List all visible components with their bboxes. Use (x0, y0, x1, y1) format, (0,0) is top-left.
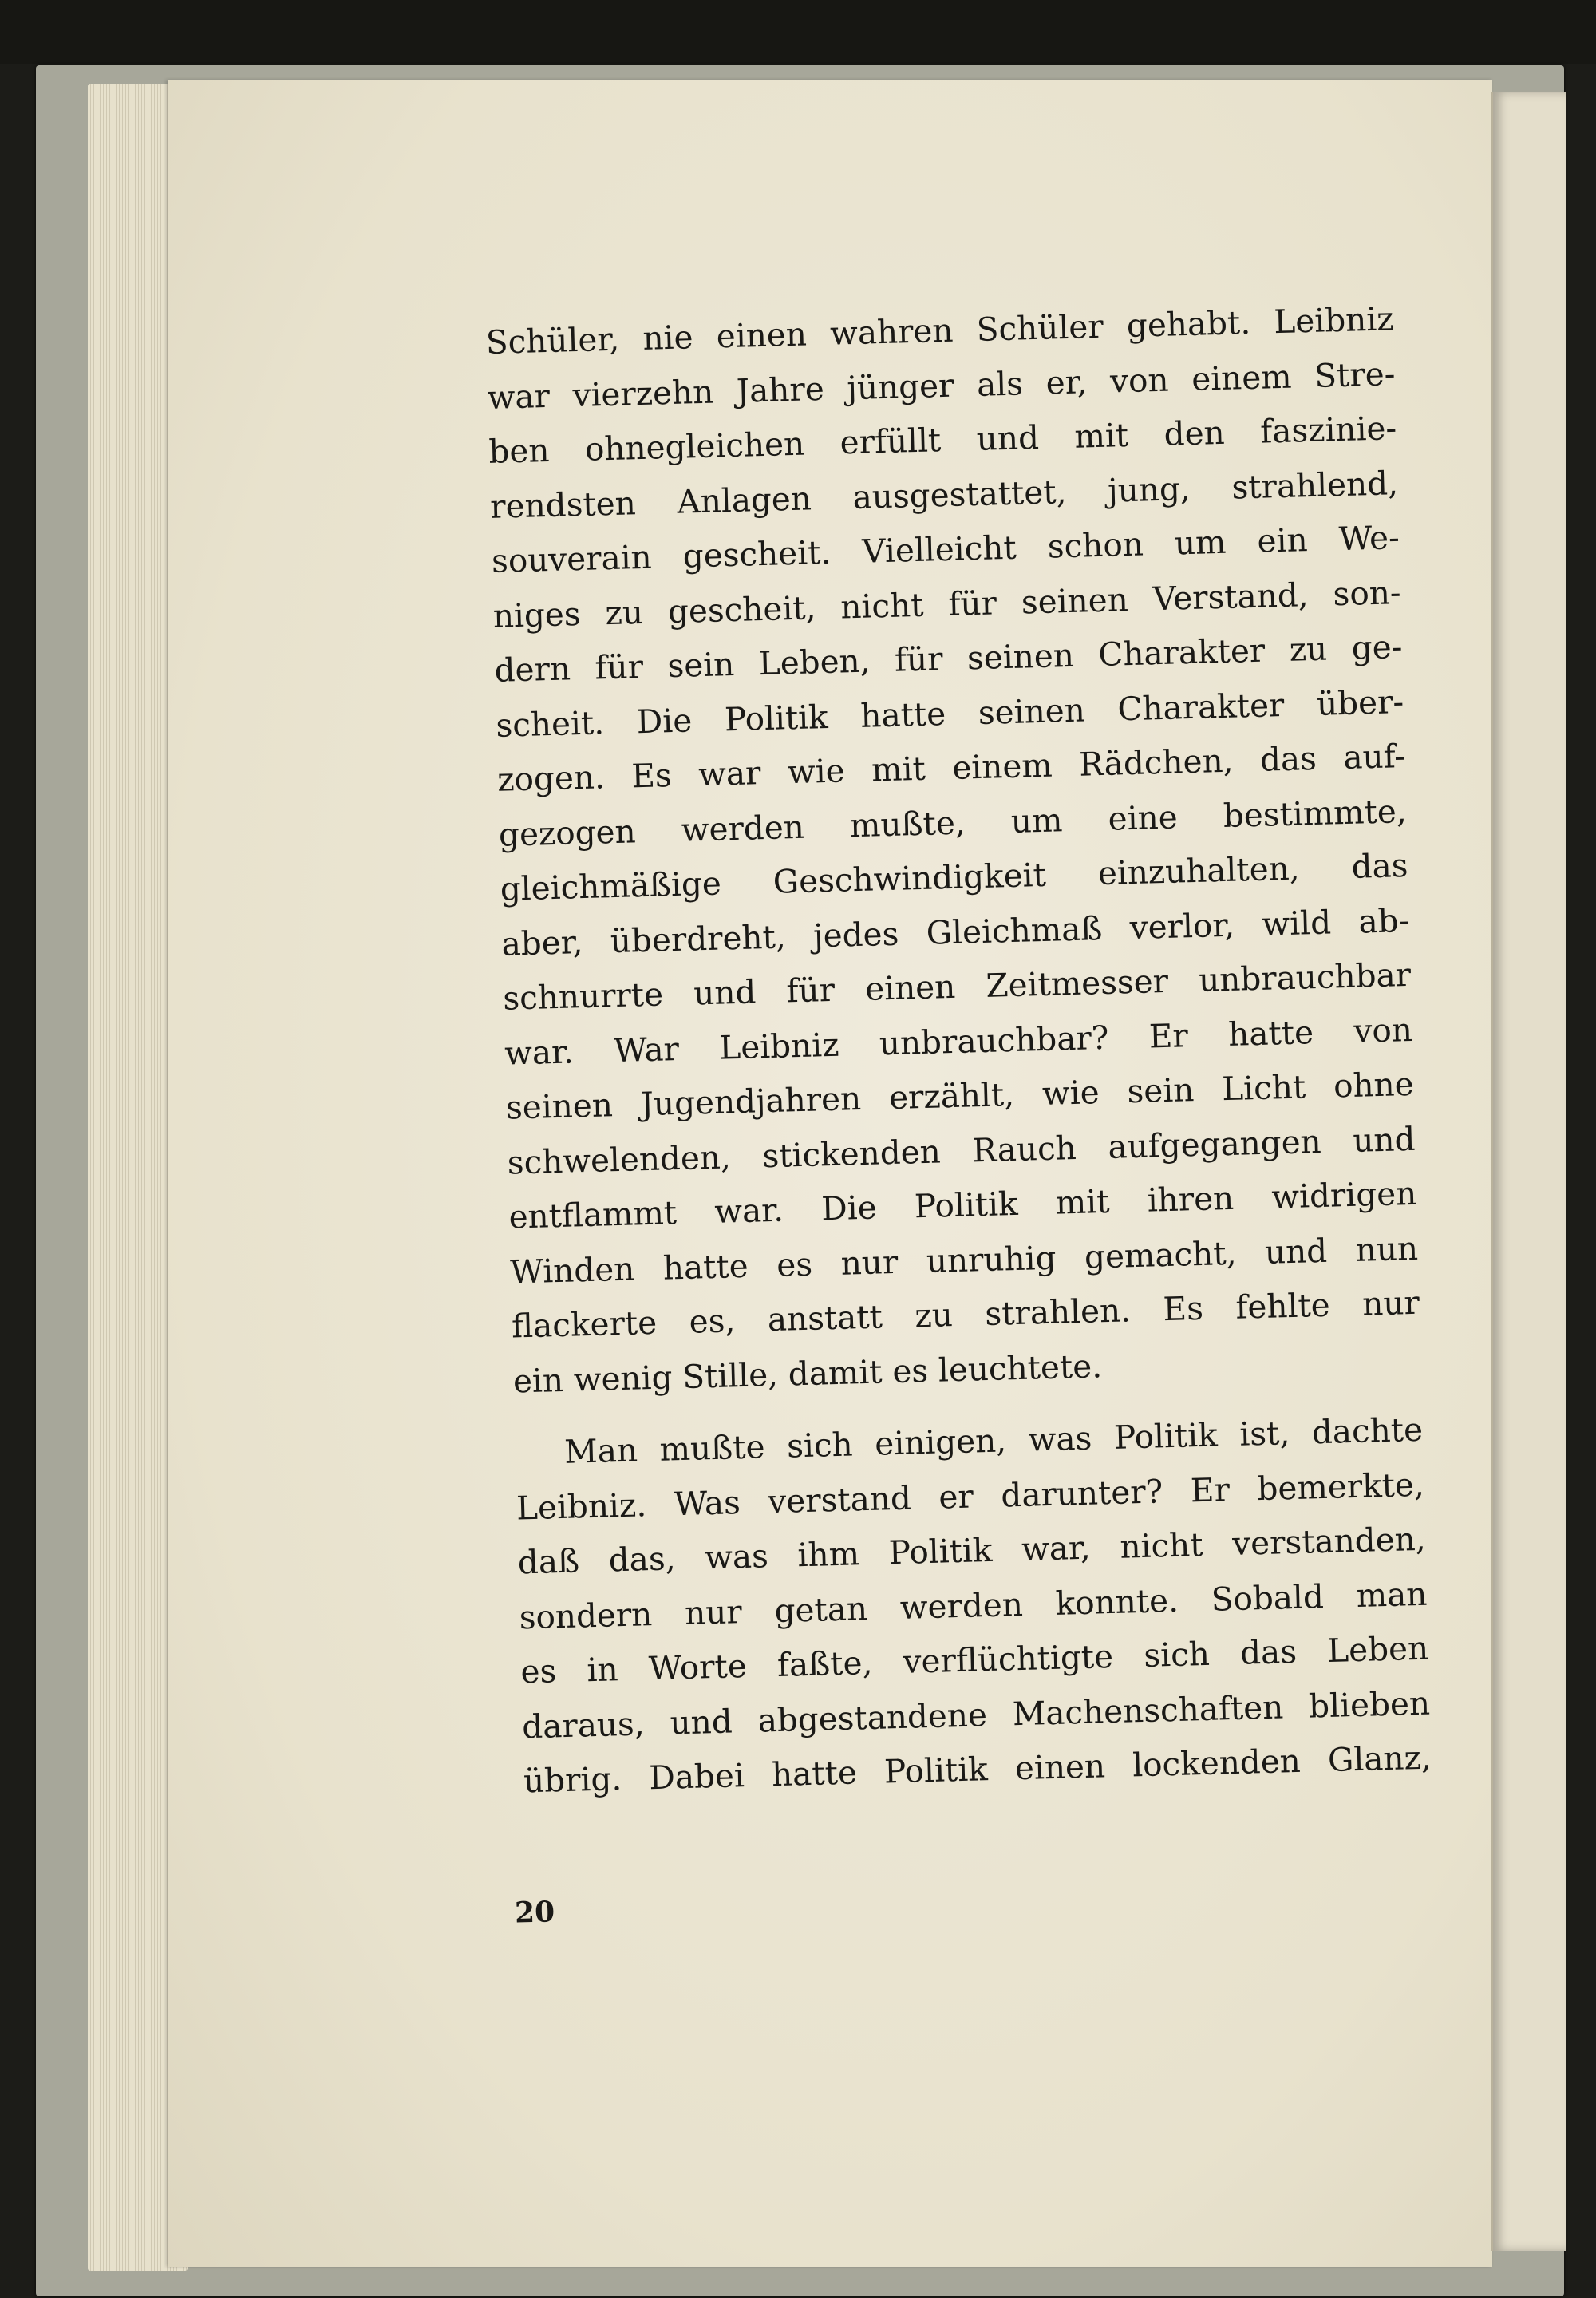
text-line: dern für sein Leben, für seinen Charakter zu ge- (494, 627, 1403, 690)
text-line: aber, überdreht, jedes Gleichmaß verlor, wild ab- (500, 900, 1410, 963)
body-text (485, 291, 1432, 1809)
text-line: rendsten Anlagen ausgestattet, jung, strahlend, (489, 463, 1399, 526)
text-line: entflammt war. Die Politik mit ihren widrigen (508, 1173, 1417, 1236)
facing-page-edge (1491, 92, 1566, 2251)
text-line: schnurrte und für einen Zeitmesser unbrauchbar (502, 955, 1412, 1018)
text-line: gleichmäßige Geschwindigkeit einzuhalten, das (500, 845, 1409, 908)
text-line: Man mußte sich einigen, was Politik ist, dachte (563, 1410, 1424, 1471)
text-line: gezogen werden mußte, um eine bestimmte, (498, 791, 1408, 854)
text-line: ein wenig Stille, damit es leuchtete. (512, 1346, 1103, 1401)
text-line: sondern nur getan werden konnte. Sobald man (519, 1574, 1428, 1636)
text-line: flackerte es, anstatt zu strahlen. Es fehlte nur (511, 1283, 1420, 1346)
text-line: es in Worte faßte, verflüchtigte sich das Leben (519, 1628, 1429, 1691)
text-line: Winden hatte es nur unruhig gemacht, und nun (509, 1228, 1419, 1291)
text-line: seinen Jugendjahren erzählt, wie sein Licht ohne (505, 1064, 1415, 1127)
background-surface (0, 0, 1596, 64)
text-line: daraus, und abgestandene Machenschaften blieben (521, 1683, 1431, 1746)
text-line: war vierzehn Jahre jünger als er, von einem Stre- (487, 354, 1396, 417)
text-line: souverain gescheit. Vielleicht schon um ein We- (491, 518, 1400, 580)
text-line: war. War Leibniz unbrauchbar? Er hatte von (504, 1010, 1413, 1073)
text-line: übrig. Dabei hatte Politik einen lockenden Glanz, (523, 1738, 1432, 1801)
text-line: niges zu gescheit, nicht für seinen Verstand, son- (492, 572, 1402, 635)
text-line: Schüler, nie einen wahren Schüler gehabt. Leibniz (485, 299, 1395, 362)
text-line: daß das, was ihm Politik war, nicht verstanden, (517, 1519, 1427, 1582)
page-number: 20 (514, 1895, 555, 1930)
text-line: ben ohnegleichen erfüllt und mit den faszinie- (488, 409, 1397, 471)
text-line: Leibniz. Was verstand er darunter? Er bemerkte, (516, 1465, 1425, 1527)
text-line: schwelenden, stickenden Rauch aufgegangen und (507, 1119, 1416, 1182)
text-line: zogen. Es war wie mit einem Rädchen, das auf- (496, 737, 1406, 799)
text-line: scheit. Die Politik hatte seinen Charakter über- (495, 682, 1404, 745)
